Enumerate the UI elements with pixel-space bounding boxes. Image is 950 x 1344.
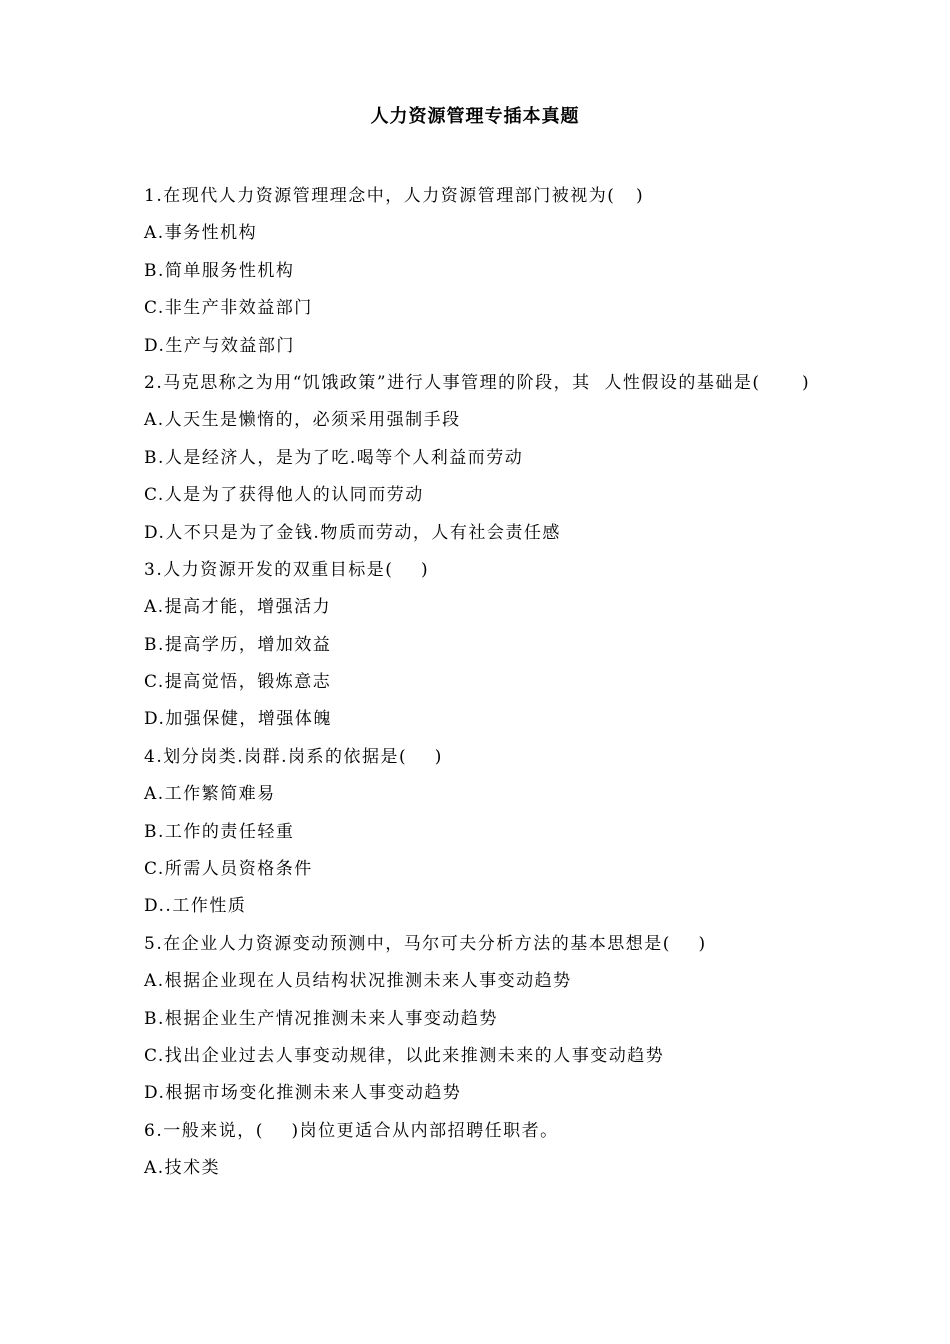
question-6-option-a: A.技术类 bbox=[144, 1158, 221, 1179]
question-4-option-d: D..工作性质 bbox=[144, 896, 247, 917]
question-2-option-a: A.人天生是懒惰的，必须采用强制手段 bbox=[144, 410, 461, 431]
question-1-stem: 1.在现代人力资源管理理念中，人力资源管理部门被视为( ) bbox=[144, 186, 645, 206]
question-1-option-b: B.简单服务性机构 bbox=[144, 260, 295, 281]
question-6-stem: 6.一般来说，( )岗位更适合从内部招聘任职者。 bbox=[144, 1120, 559, 1141]
question-4-option-c: C.所需人员资格条件 bbox=[144, 859, 313, 880]
question-1-option-c: C.非生产非效益部门 bbox=[144, 298, 313, 319]
question-5-option-b: B.根据企业生产情况推测未来人事变动趋势 bbox=[144, 1008, 498, 1029]
question-5-option-d: D.根据市场变化推测未来人事变动趋势 bbox=[144, 1083, 462, 1104]
question-4-stem: 4.划分岗类.岗群.岗系的依据是( ) bbox=[144, 746, 443, 767]
question-2-stem: 2.马克思称之为用“饥饿政策”进行人事管理的阶段，其 人性假设的基础是( ) bbox=[144, 372, 811, 393]
question-5-option-c: C.找出企业过去人事变动规律，以此来推测未来的人事变动趋势 bbox=[144, 1045, 665, 1066]
question-3-option-b: B.提高学历，增加效益 bbox=[144, 634, 332, 655]
question-4-option-b: B.工作的责任轻重 bbox=[144, 821, 295, 842]
question-5-stem: 5.在企业人力资源变动预测中，马尔可夫分析方法的基本思想是( ) bbox=[144, 933, 707, 954]
question-3-option-c: C.提高觉悟，锻炼意志 bbox=[144, 672, 332, 693]
question-2-option-b: B.人是经济人，是为了吃.喝等个人利益而劳动 bbox=[144, 447, 524, 468]
question-1-option-d: D.生产与效益部门 bbox=[144, 335, 295, 356]
question-3-stem: 3.人力资源开发的双重目标是( ) bbox=[144, 559, 430, 580]
question-3-option-d: D.加强保健，增强体魄 bbox=[144, 709, 332, 730]
question-2-option-d: D.人不只是为了金钱.物质而劳动，人有社会责任感 bbox=[144, 522, 561, 543]
question-1-option-a: A.事务性机构 bbox=[144, 223, 258, 244]
document-title: 人力资源管理专插本真题 bbox=[370, 106, 580, 127]
question-5-option-a: A.根据企业现在人员结构状况推测未来人事变动趋势 bbox=[144, 971, 572, 992]
question-4-option-a: A.工作繁简难易 bbox=[144, 784, 276, 805]
question-list bbox=[144, 178, 864, 1188]
question-3-option-a: A.提高才能，增强活力 bbox=[144, 597, 332, 618]
question-2-option-c: C.人是为了获得他人的认同而劳动 bbox=[144, 485, 424, 506]
